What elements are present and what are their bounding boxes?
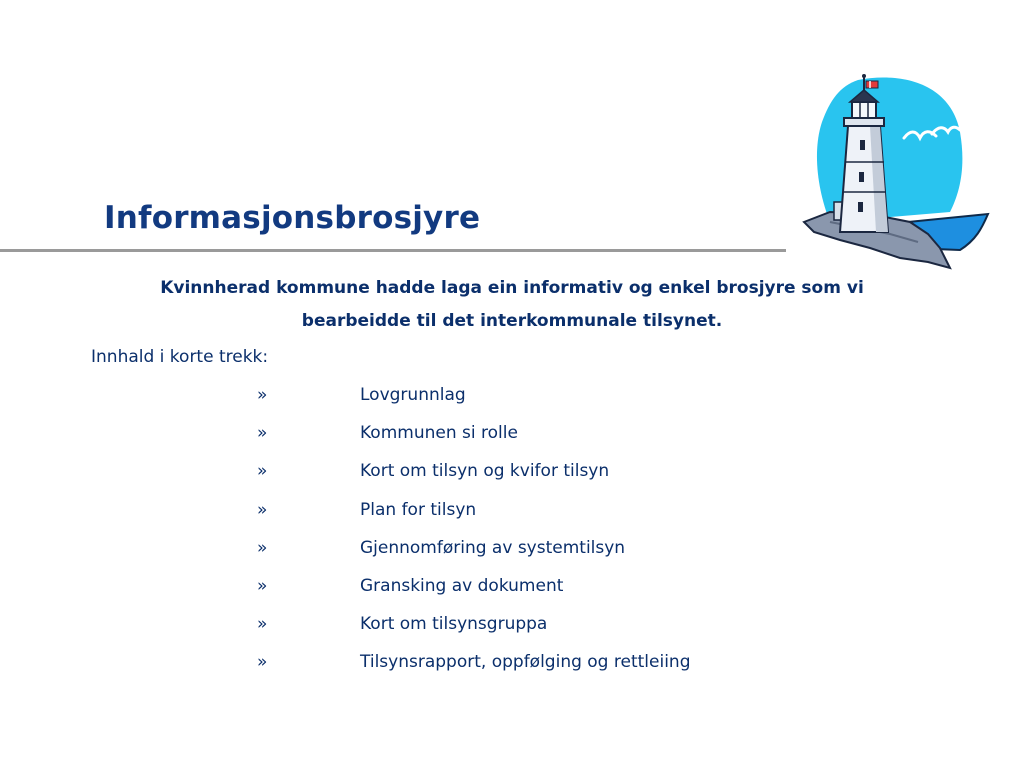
bullet-marker: » [257, 385, 268, 405]
list-item-text: Gransking av dokument [360, 575, 564, 596]
bullet-marker: » [257, 652, 268, 673]
title-divider [0, 249, 786, 252]
list-item [0, 385, 800, 423]
list-item-text: Gjennomføring av systemtilsyn [360, 537, 626, 558]
list-item-text: Tilsynsrapport, oppfølging og rettleiing [360, 652, 691, 673]
bullet-marker: » [257, 499, 268, 520]
list-item [0, 614, 800, 652]
list-item-text: Kort om tilsyn og kvifor tilsyn [360, 461, 610, 482]
intro-line-1: Kvinnherad kommune hadde laga ein informativ og enkel brosjyre som vi [160, 278, 864, 298]
bullet-marker: » [257, 423, 268, 444]
list-item-text: Kommunen si rolle [360, 423, 518, 444]
list-item [0, 500, 800, 538]
list-item-text: Lovgrunnlag [360, 385, 466, 405]
list-item [0, 576, 800, 614]
list-item-text: Kort om tilsynsgruppa [360, 614, 548, 635]
bullet-marker: » [257, 614, 268, 635]
list-item [0, 423, 800, 461]
bullet-marker: » [257, 537, 268, 558]
bullet-marker: » [257, 461, 268, 482]
lighthouse-icon [800, 72, 992, 270]
list-item-text: Plan for tilsyn [360, 499, 477, 520]
list-item [0, 461, 800, 499]
intro-line-2: bearbeidde til det interkommunale tilsynet. [301, 311, 723, 331]
intro-paragraph [80, 272, 944, 338]
contents-list [0, 385, 800, 691]
slide-title: Informasjonsbrosjyre [104, 200, 481, 236]
list-item [0, 538, 800, 576]
bullet-marker: » [257, 575, 268, 596]
subheading: Innhald i korte trekk: [91, 347, 269, 367]
list-item [0, 652, 800, 690]
